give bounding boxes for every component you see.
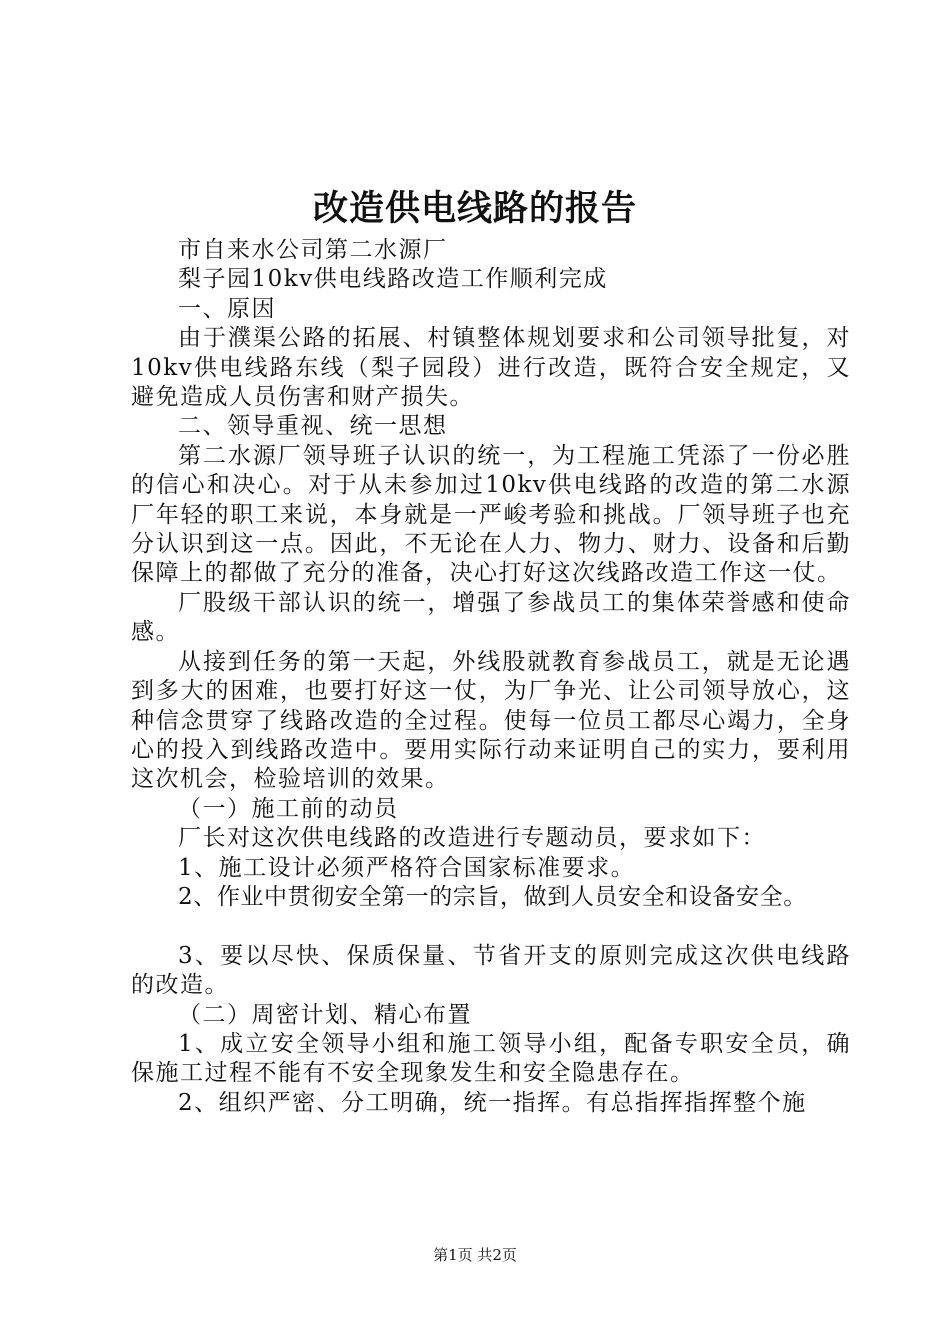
heading-reason: 一、原因 bbox=[178, 295, 276, 322]
paragraph-cadres: 厂股级干部认识的统一，增强了参战员工的集体荣誉感和使命感。 bbox=[131, 589, 851, 646]
paragraph-reason: 由于濮渠公路的拓展、村镇整体规划要求和公司领导批复，对10kv供电线路东线（梨子园段）进行改造，既符合安全规定，又避免造成人员伤害和财产损失。 bbox=[131, 325, 851, 411]
paragraph-recipient: 市自来水公司第二水源厂 bbox=[178, 237, 448, 263]
list-item-requirement-3: 3、要以尽快、保质保量、节省开支的原则完成这次供电线路的改造。 bbox=[131, 942, 851, 999]
list-item-planning-2: 2、组织严密、分工明确，统一指挥。有总指挥指挥整个施 bbox=[178, 1089, 807, 1116]
heading-mobilization: （一）施工前的动员 bbox=[178, 795, 399, 822]
list-item-requirement-1: 1、施工设计必须严格符合国家标准要求。 bbox=[178, 854, 636, 881]
paragraph-subject: 梨子园10kv供电线路改造工作顺利完成 bbox=[178, 266, 608, 293]
document-title: 改造供电线路的报告 bbox=[312, 188, 637, 229]
list-item-planning-1: 1、成立安全领导小组和施工领导小组，配备专职安全员，确保施工过程不能有不安全现象发生和安全隐患存在。 bbox=[131, 1030, 851, 1087]
paragraph-leadership: 第二水源厂领导班子认识的统一，为工程施工凭添了一份必胜的信心和决心。对于从未参加过10kv供电线路的改造的第二水源厂年轻的职工来说，本身就是一严峻考验和挑战。厂领导班子也充分认识到这一点。因此，不无论在人力、物力、财力、设备和后勤保障上的都做了充分的准备，决心打好这次线路改造工作这一仗。 bbox=[131, 442, 851, 587]
heading-planning: （二）周密计划、精心布置 bbox=[178, 1001, 472, 1028]
paragraph-director-requirements: 厂长对这次供电线路的改造进行专题动员，要求如下： bbox=[178, 825, 766, 852]
paragraph-first-day: 从接到任务的第一天起，外线股就教育参战员工，就是无论遇到多大的困难，也要打好这一仗，为厂争光、让公司领导放心，这种信念贯穿了线路改造的全过程。使每一位员工都尽心竭力，全身心的投入到线路改造中。要用实际行动来证明自己的实力，要利用这次机会，检验培训的效果。 bbox=[131, 648, 851, 793]
heading-leadership: 二、领导重视、统一思想 bbox=[178, 413, 448, 440]
page-number-footer: 第1页 共2页 bbox=[433, 1246, 517, 1264]
list-item-requirement-2: 2、作业中贯彻安全第一的宗旨，做到人员安全和设备安全。 bbox=[178, 883, 807, 910]
document-body bbox=[131, 236, 851, 1118]
